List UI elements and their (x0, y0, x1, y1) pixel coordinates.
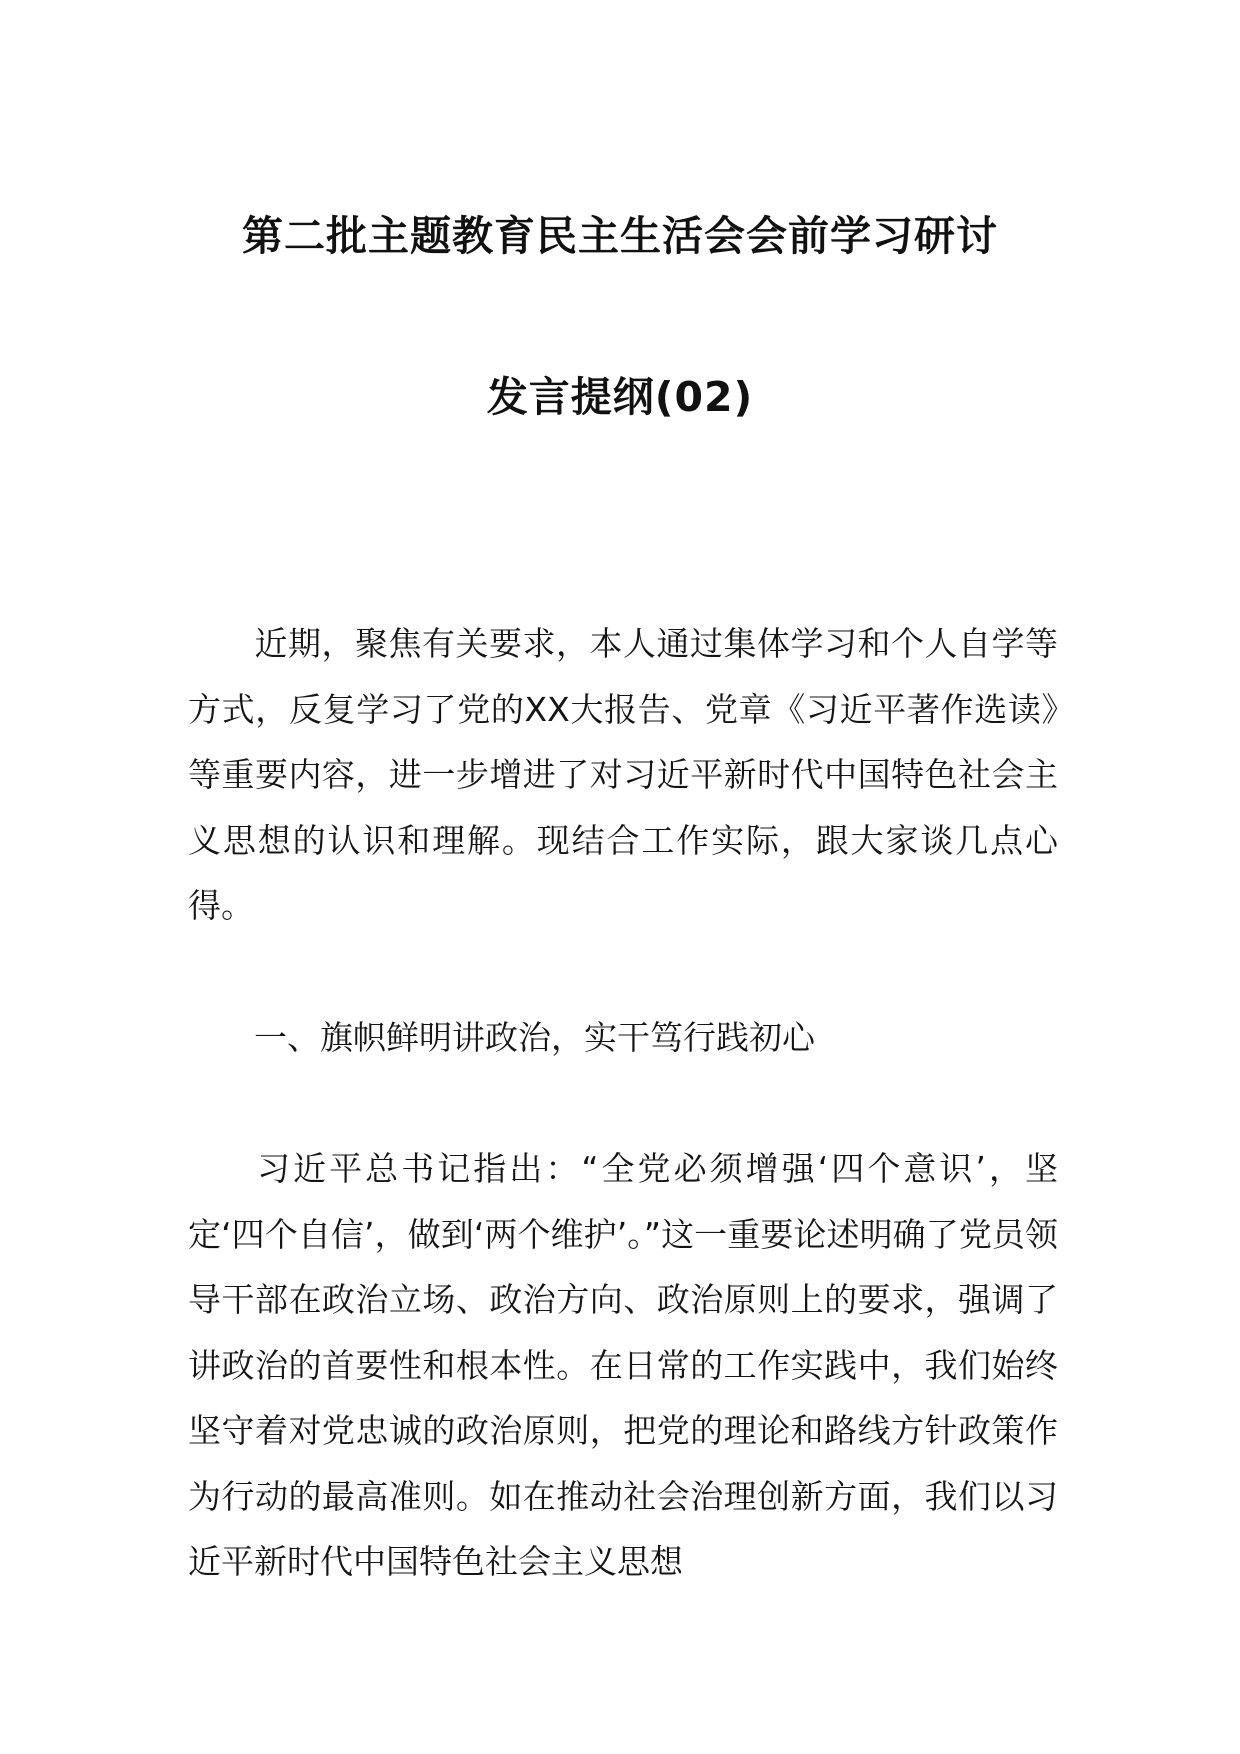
intro-paragraph-text: 近期，聚焦有关要求，本人通过集体学习和个人自学等方式，反复学习了党的XX大报告、党章《习近平著作选读》等重要内容，进一步增进了对习近平新时代中国特色社会主义思想的认识和理解。现结合工作实际，跟大家谈几点心得。 (188, 624, 1058, 925)
section-heading (188, 1005, 1058, 1071)
document-title-line-1: 第二批主题教育民主生活会会前学习研讨 (242, 212, 998, 260)
intro-paragraph (188, 611, 1058, 939)
section-heading-text: 一、旗帜鲜明讲政治，实干笃行践初心 (254, 1018, 815, 1057)
document-title-line-2: 发言提纲(02) (486, 373, 754, 421)
body-paragraph-text: 习近平总书记指出：“全党必须增强‘四个意识’，坚定‘四个自信’，做到‘两个维护’。”这一重要论述明确了党员领导干部在政治立场、政治方向、政治原则上的要求，强调了讲政治的首要性和根本性。在日常的工作实践中，我们始终坚守着对党忠诚的政治原则，把党的理论和路线方针政策作为行动的最高准则。如在推动社会治理创新方面，我们以习近平新时代中国特色社会主义思想 (188, 1149, 1058, 1581)
body-paragraph (188, 1136, 1058, 1595)
